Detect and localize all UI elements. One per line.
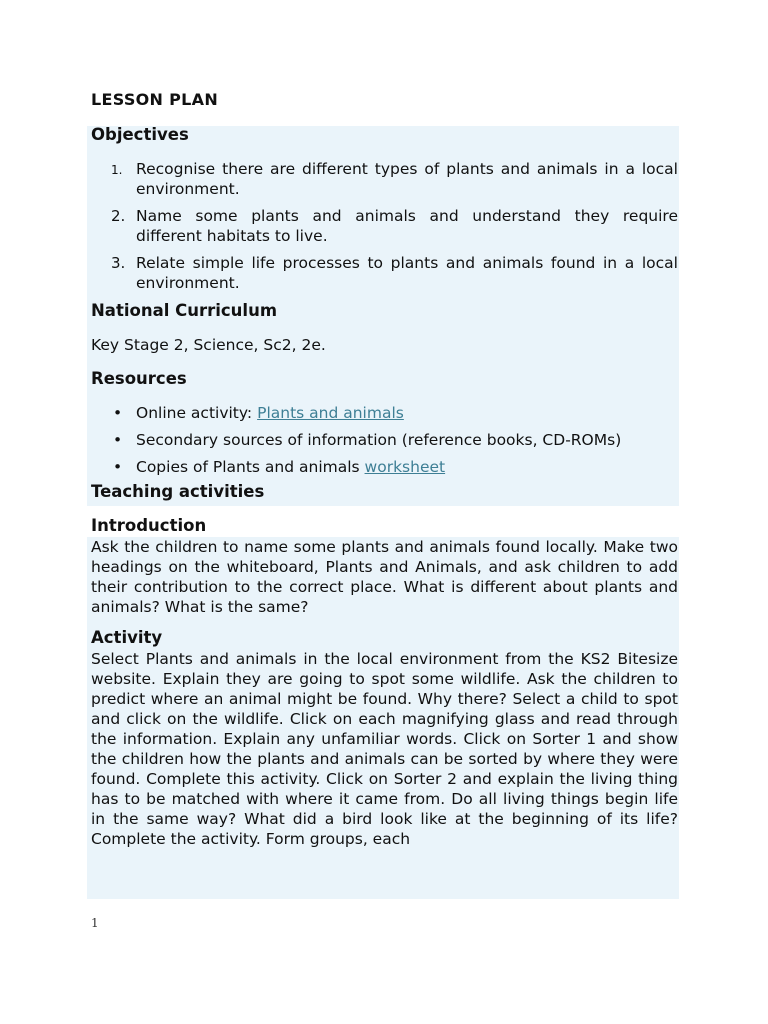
objective-item — [91, 159, 678, 199]
bullet-icon: • — [113, 404, 123, 422]
objective-number: 1. — [111, 163, 123, 177]
bullet-icon: • — [113, 458, 123, 476]
objectives-list — [91, 159, 678, 293]
introduction-heading: Introduction — [91, 516, 207, 535]
objective-text: Relate simple life processes to plants and animals found in a local environment. — [136, 254, 678, 292]
activity-heading: Activity — [91, 628, 163, 647]
objective-text: Recognise there are different types of plants and animals in a local environment. — [136, 160, 678, 198]
teaching-activities-heading: Teaching activities — [91, 482, 265, 501]
resource-item — [91, 403, 678, 423]
objective-text: Name some plants and animals and understand they require different habitats to live. — [136, 207, 678, 245]
curriculum-heading: National Curriculum — [91, 301, 278, 320]
resources-heading: Resources — [91, 369, 187, 388]
bullet-icon: • — [113, 431, 123, 449]
resource-text: Secondary sources of information (reference books, CD-ROMs) — [136, 431, 622, 449]
resource-text: Online activity: — [136, 404, 258, 422]
resource-text: Copies of Plants and animals — [136, 458, 365, 476]
introduction-text: Ask the children to name some plants and animals found locally. Make two headings on the whiteboard, Plants and Animals, and ask children to add their contribution to the correct place. What is different about plants and animals? What is the same? — [91, 538, 678, 616]
activity-text: Select Plants and animals in the local environment from the KS2 Bitesize website. Explain they are going to spot some wildlife. Ask the children to predict where an animal might be found. Why there? Select a child to spot and click on the wildlife. Click on each magnifying glass and read through the information. Explain any unfamiliar words. Click on Sorter 1 and show the children how the plants and animals can be sorted by where they were found. Complete this activity. Click on Sorter 2 and explain the living thing has to be matched with where it came from. Do all living things begin life in the same way? What did a bird look like at the beginning of its life? Complete the activity. Form groups, each — [91, 650, 678, 848]
objective-number: 2. — [111, 207, 126, 225]
page-title: LESSON PLAN — [91, 90, 219, 109]
objective-item — [91, 253, 678, 293]
objectives-heading: Objectives — [91, 125, 189, 144]
document-body — [91, 124, 678, 849]
page-number: 1 — [91, 916, 99, 930]
worksheet-link[interactable]: worksheet — [364, 458, 446, 476]
curriculum-text: Key Stage 2, Science, Sc2, 2e. — [91, 336, 326, 354]
objective-item — [91, 206, 678, 246]
resource-item — [91, 457, 678, 477]
resources-list — [91, 403, 678, 477]
plants-and-animals-link[interactable]: Plants and animals — [257, 404, 404, 422]
objective-number: 3. — [111, 254, 126, 272]
resource-item — [91, 430, 678, 450]
